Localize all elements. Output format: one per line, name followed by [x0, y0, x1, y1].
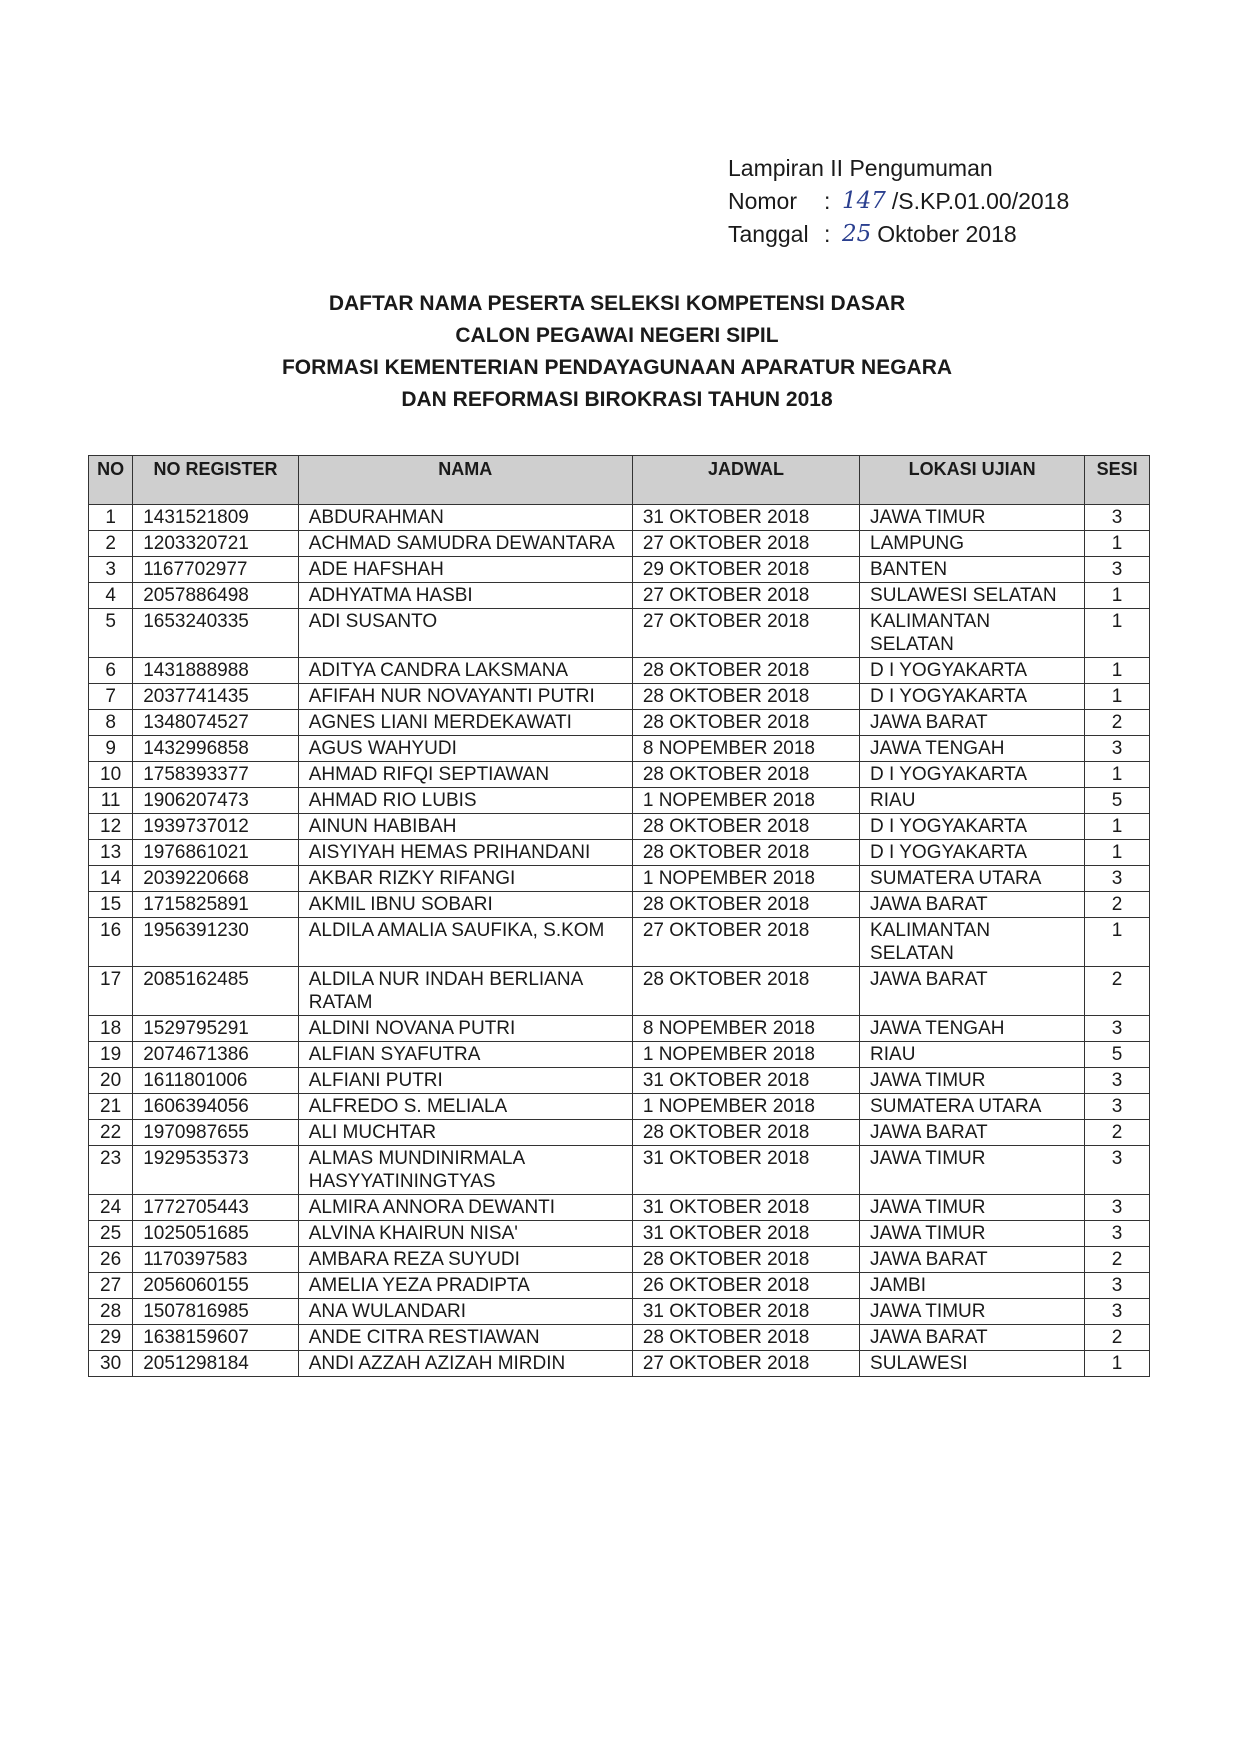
cell-no: 8: [89, 710, 133, 736]
cell-no-register: 2056060155: [133, 1273, 299, 1299]
cell-lokasi-ujian: D I YOGYAKARTA: [860, 762, 1085, 788]
attachment-label: Lampiran II Pengumuman: [728, 155, 993, 181]
cell-no-register: 1929535373: [133, 1146, 299, 1195]
cell-lokasi-ujian: JAWA BARAT: [860, 1247, 1085, 1273]
cell-sesi: 1: [1085, 814, 1150, 840]
cell-nama: ALFIANI PUTRI: [298, 1068, 632, 1094]
cell-jadwal: 28 OKTOBER 2018: [632, 762, 859, 788]
cell-sesi: 3: [1085, 1221, 1150, 1247]
cell-jadwal: 27 OKTOBER 2018: [632, 918, 859, 967]
cell-no-register: 1348074527: [133, 710, 299, 736]
table-row: [89, 1221, 1150, 1247]
cell-sesi: 1: [1085, 762, 1150, 788]
table-row: [89, 1299, 1150, 1325]
cell-nama: AKBAR RIZKY RIFANGI: [298, 866, 632, 892]
tanggal-handwritten: 25: [842, 221, 872, 247]
cell-nama: ALMAS MUNDINIRMALA HASYYATININGTYAS: [298, 1146, 632, 1195]
cell-no-register: 1970987655: [133, 1120, 299, 1146]
nomor-colon: :: [824, 188, 831, 214]
table-body: [89, 505, 1150, 1377]
table-row: [89, 1195, 1150, 1221]
cell-lokasi-ujian: JAWA BARAT: [860, 967, 1085, 1016]
cell-no: 6: [89, 658, 133, 684]
table-row: [89, 762, 1150, 788]
cell-no-register: 1956391230: [133, 918, 299, 967]
cell-sesi: 1: [1085, 583, 1150, 609]
table-row: [89, 788, 1150, 814]
cell-no: 4: [89, 583, 133, 609]
cell-no: 3: [89, 557, 133, 583]
table-row: [89, 736, 1150, 762]
cell-no-register: 1638159607: [133, 1325, 299, 1351]
cell-sesi: 2: [1085, 1325, 1150, 1351]
cell-jadwal: 28 OKTOBER 2018: [632, 967, 859, 1016]
cell-no: 29: [89, 1325, 133, 1351]
cell-jadwal: 28 OKTOBER 2018: [632, 1120, 859, 1146]
cell-sesi: 1: [1085, 1351, 1150, 1377]
cell-sesi: 3: [1085, 557, 1150, 583]
table-row: [89, 892, 1150, 918]
cell-sesi: 1: [1085, 840, 1150, 866]
tanggal-line: [728, 218, 1069, 251]
cell-no: 13: [89, 840, 133, 866]
title-line-3: FORMASI KEMENTERIAN PENDAYAGUNAAN APARATUR NEGARA: [281, 356, 953, 379]
cell-no: 12: [89, 814, 133, 840]
cell-no-register: 1529795291: [133, 1016, 299, 1042]
cell-no: 27: [89, 1273, 133, 1299]
cell-jadwal: 8 NOPEMBER 2018: [632, 1016, 859, 1042]
cell-sesi: 2: [1085, 892, 1150, 918]
cell-nama: ANDE CITRA RESTIAWAN: [298, 1325, 632, 1351]
cell-nama: ALFREDO S. MELIALA: [298, 1094, 632, 1120]
cell-nama: AFIFAH NUR NOVAYANTI PUTRI: [298, 684, 632, 710]
table-row: [89, 1094, 1150, 1120]
cell-nama: AMELIA YEZA PRADIPTA: [298, 1273, 632, 1299]
cell-sesi: 3: [1085, 1094, 1150, 1120]
cell-no: 23: [89, 1146, 133, 1195]
cell-jadwal: 28 OKTOBER 2018: [632, 814, 859, 840]
table-row: [89, 531, 1150, 557]
cell-no: 22: [89, 1120, 133, 1146]
table-row: [89, 840, 1150, 866]
cell-no-register: 2037741435: [133, 684, 299, 710]
table-row: [89, 1016, 1150, 1042]
title-line-1: DAFTAR NAMA PESERTA SELEKSI KOMPETENSI DASAR: [328, 292, 906, 315]
cell-no-register: 2057886498: [133, 583, 299, 609]
cell-no-register: 1432996858: [133, 736, 299, 762]
cell-no-register: 1906207473: [133, 788, 299, 814]
cell-no-register: 2051298184: [133, 1351, 299, 1377]
cell-no-register: 1025051685: [133, 1221, 299, 1247]
cell-nama: AHMAD RIO LUBIS: [298, 788, 632, 814]
table-row: [89, 814, 1150, 840]
cell-lokasi-ujian: D I YOGYAKARTA: [860, 840, 1085, 866]
cell-no: 15: [89, 892, 133, 918]
nomor-value: /S.KP.01.00/2018: [891, 188, 1070, 214]
cell-no: 10: [89, 762, 133, 788]
cell-nama: ALMIRA ANNORA DEWANTI: [298, 1195, 632, 1221]
cell-no-register: 1715825891: [133, 892, 299, 918]
table-row: [89, 967, 1150, 1016]
cell-no-register: 1758393377: [133, 762, 299, 788]
header-no-register: NO REGISTER: [133, 456, 299, 505]
cell-sesi: 3: [1085, 1195, 1150, 1221]
cell-jadwal: 28 OKTOBER 2018: [632, 684, 859, 710]
cell-jadwal: 31 OKTOBER 2018: [632, 505, 859, 531]
cell-sesi: 2: [1085, 710, 1150, 736]
tanggal-colon: :: [824, 221, 831, 247]
nomor-handwritten: 147: [842, 188, 886, 214]
cell-nama: AHMAD RIFQI SEPTIAWAN: [298, 762, 632, 788]
participant-table: [88, 455, 1150, 1377]
cell-no-register: 1170397583: [133, 1247, 299, 1273]
cell-nama: ALI MUCHTAR: [298, 1120, 632, 1146]
cell-no-register: 1203320721: [133, 531, 299, 557]
cell-nama: ADI SUSANTO: [298, 609, 632, 658]
cell-jadwal: 27 OKTOBER 2018: [632, 583, 859, 609]
cell-lokasi-ujian: SUMATERA UTARA: [860, 866, 1085, 892]
attachment-line: [728, 152, 1069, 185]
cell-nama: AGUS WAHYUDI: [298, 736, 632, 762]
cell-lokasi-ujian: JAWA TIMUR: [860, 505, 1085, 531]
cell-sesi: 1: [1085, 684, 1150, 710]
table-header-row: [89, 456, 1150, 505]
cell-sesi: 3: [1085, 866, 1150, 892]
cell-nama: ANDI AZZAH AZIZAH MIRDIN: [298, 1351, 632, 1377]
cell-no-register: 1167702977: [133, 557, 299, 583]
cell-jadwal: 31 OKTOBER 2018: [632, 1299, 859, 1325]
reference-block: [728, 152, 1069, 251]
header-jadwal: JADWAL: [632, 456, 859, 505]
table-row: [89, 684, 1150, 710]
cell-sesi: 3: [1085, 1068, 1150, 1094]
cell-nama: ALFIAN SYAFUTRA: [298, 1042, 632, 1068]
tanggal-value: Oktober 2018: [877, 221, 1017, 247]
cell-sesi: 1: [1085, 658, 1150, 684]
cell-sesi: 1: [1085, 609, 1150, 658]
cell-no: 19: [89, 1042, 133, 1068]
cell-nama: AISYIYAH HEMAS PRIHANDANI: [298, 840, 632, 866]
document-title: [0, 288, 1234, 416]
cell-sesi: 3: [1085, 1273, 1150, 1299]
cell-no-register: 2039220668: [133, 866, 299, 892]
cell-jadwal: 8 NOPEMBER 2018: [632, 736, 859, 762]
cell-no-register: 1772705443: [133, 1195, 299, 1221]
cell-no-register: 1507816985: [133, 1299, 299, 1325]
cell-no: 1: [89, 505, 133, 531]
cell-lokasi-ujian: LAMPUNG: [860, 531, 1085, 557]
cell-jadwal: 28 OKTOBER 2018: [632, 1247, 859, 1273]
cell-nama: AMBARA REZA SUYUDI: [298, 1247, 632, 1273]
cell-nama: AKMIL IBNU SOBARI: [298, 892, 632, 918]
cell-nama: ALVINA KHAIRUN NISA': [298, 1221, 632, 1247]
cell-sesi: 3: [1085, 1016, 1150, 1042]
nomor-line: [728, 185, 1069, 218]
cell-lokasi-ujian: JAWA BARAT: [860, 1120, 1085, 1146]
cell-lokasi-ujian: JAWA TIMUR: [860, 1221, 1085, 1247]
cell-sesi: 3: [1085, 1146, 1150, 1195]
cell-no-register: 1611801006: [133, 1068, 299, 1094]
cell-nama: ADITYA CANDRA LAKSMANA: [298, 658, 632, 684]
cell-lokasi-ujian: SULAWESI: [860, 1351, 1085, 1377]
cell-lokasi-ujian: JAWA TENGAH: [860, 1016, 1085, 1042]
cell-jadwal: 28 OKTOBER 2018: [632, 892, 859, 918]
cell-no-register: 1976861021: [133, 840, 299, 866]
cell-lokasi-ujian: JAWA TIMUR: [860, 1068, 1085, 1094]
cell-sesi: 5: [1085, 1042, 1150, 1068]
cell-sesi: 3: [1085, 736, 1150, 762]
cell-jadwal: 27 OKTOBER 2018: [632, 531, 859, 557]
table-row: [89, 505, 1150, 531]
cell-jadwal: 31 OKTOBER 2018: [632, 1068, 859, 1094]
cell-nama: ALDILA NUR INDAH BERLIANA RATAM: [298, 967, 632, 1016]
cell-no-register: 1939737012: [133, 814, 299, 840]
cell-sesi: 5: [1085, 788, 1150, 814]
cell-lokasi-ujian: JAWA TENGAH: [860, 736, 1085, 762]
cell-sesi: 3: [1085, 505, 1150, 531]
header-sesi: SESI: [1085, 456, 1150, 505]
cell-sesi: 2: [1085, 1247, 1150, 1273]
cell-no-register: 2074671386: [133, 1042, 299, 1068]
table-row: [89, 1120, 1150, 1146]
cell-jadwal: 31 OKTOBER 2018: [632, 1195, 859, 1221]
cell-jadwal: 28 OKTOBER 2018: [632, 1325, 859, 1351]
table-row: [89, 609, 1150, 658]
cell-nama: ABDURAHMAN: [298, 505, 632, 531]
cell-no: 26: [89, 1247, 133, 1273]
cell-no: 21: [89, 1094, 133, 1120]
cell-lokasi-ujian: JAWA TIMUR: [860, 1146, 1085, 1195]
header-nama: NAMA: [298, 456, 632, 505]
nomor-label: Nomor: [728, 188, 798, 214]
table-row: [89, 583, 1150, 609]
cell-no: 28: [89, 1299, 133, 1325]
cell-nama: ADHYATMA HASBI: [298, 583, 632, 609]
cell-jadwal: 1 NOPEMBER 2018: [632, 1094, 859, 1120]
table-row: [89, 866, 1150, 892]
cell-jadwal: 27 OKTOBER 2018: [632, 609, 859, 658]
header-no: NO: [89, 456, 133, 505]
cell-no-register: 1653240335: [133, 609, 299, 658]
cell-nama: ANA WULANDARI: [298, 1299, 632, 1325]
cell-no-register: 1431888988: [133, 658, 299, 684]
cell-no: 20: [89, 1068, 133, 1094]
table-row: [89, 1042, 1150, 1068]
cell-lokasi-ujian: JAWA BARAT: [860, 892, 1085, 918]
cell-jadwal: 28 OKTOBER 2018: [632, 710, 859, 736]
cell-no: 2: [89, 531, 133, 557]
cell-no: 11: [89, 788, 133, 814]
cell-jadwal: 31 OKTOBER 2018: [632, 1221, 859, 1247]
cell-no: 16: [89, 918, 133, 967]
cell-jadwal: 27 OKTOBER 2018: [632, 1351, 859, 1377]
cell-no: 24: [89, 1195, 133, 1221]
cell-no: 7: [89, 684, 133, 710]
table-row: [89, 1273, 1150, 1299]
cell-sesi: 3: [1085, 1299, 1150, 1325]
cell-sesi: 2: [1085, 967, 1150, 1016]
cell-jadwal: 31 OKTOBER 2018: [632, 1146, 859, 1195]
cell-lokasi-ujian: JAWA BARAT: [860, 710, 1085, 736]
cell-lokasi-ujian: JAWA BARAT: [860, 1325, 1085, 1351]
cell-no-register: 1606394056: [133, 1094, 299, 1120]
cell-jadwal: 1 NOPEMBER 2018: [632, 1042, 859, 1068]
cell-lokasi-ujian: D I YOGYAKARTA: [860, 684, 1085, 710]
header-lokasi-ujian: LOKASI UJIAN: [860, 456, 1085, 505]
cell-lokasi-ujian: JAWA TIMUR: [860, 1195, 1085, 1221]
table-row: [89, 1351, 1150, 1377]
table-row: [89, 1068, 1150, 1094]
table-row: [89, 918, 1150, 967]
cell-nama: ADE HAFSHAH: [298, 557, 632, 583]
cell-no: 9: [89, 736, 133, 762]
cell-jadwal: 1 NOPEMBER 2018: [632, 866, 859, 892]
tanggal-label: Tanggal: [728, 221, 809, 247]
cell-nama: AINUN HABIBAH: [298, 814, 632, 840]
cell-no-register: 2085162485: [133, 967, 299, 1016]
cell-lokasi-ujian: SUMATERA UTARA: [860, 1094, 1085, 1120]
cell-lokasi-ujian: D I YOGYAKARTA: [860, 814, 1085, 840]
cell-lokasi-ujian: JAWA TIMUR: [860, 1299, 1085, 1325]
table-row: [89, 710, 1150, 736]
cell-jadwal: 28 OKTOBER 2018: [632, 658, 859, 684]
cell-no: 30: [89, 1351, 133, 1377]
cell-jadwal: 29 OKTOBER 2018: [632, 557, 859, 583]
cell-lokasi-ujian: JAMBI: [860, 1273, 1085, 1299]
cell-lokasi-ujian: KALIMANTAN SELATAN: [860, 918, 1085, 967]
table-row: [89, 658, 1150, 684]
cell-lokasi-ujian: D I YOGYAKARTA: [860, 658, 1085, 684]
cell-sesi: 1: [1085, 918, 1150, 967]
cell-jadwal: 28 OKTOBER 2018: [632, 840, 859, 866]
table-row: [89, 557, 1150, 583]
cell-no: 5: [89, 609, 133, 658]
title-line-4: DAN REFORMASI BIROKRASI TAHUN 2018: [401, 388, 833, 411]
cell-sesi: 2: [1085, 1120, 1150, 1146]
cell-no: 18: [89, 1016, 133, 1042]
cell-nama: ACHMAD SAMUDRA DEWANTARA: [298, 531, 632, 557]
cell-lokasi-ujian: KALIMANTAN SELATAN: [860, 609, 1085, 658]
table-row: [89, 1247, 1150, 1273]
title-line-2: CALON PEGAWAI NEGERI SIPIL: [455, 324, 779, 347]
cell-no: 25: [89, 1221, 133, 1247]
table-row: [89, 1146, 1150, 1195]
cell-lokasi-ujian: RIAU: [860, 788, 1085, 814]
cell-jadwal: 1 NOPEMBER 2018: [632, 788, 859, 814]
cell-no: 14: [89, 866, 133, 892]
cell-lokasi-ujian: SULAWESI SELATAN: [860, 583, 1085, 609]
cell-jadwal: 26 OKTOBER 2018: [632, 1273, 859, 1299]
cell-lokasi-ujian: BANTEN: [860, 557, 1085, 583]
cell-nama: ALDILA AMALIA SAUFIKA, S.KOM: [298, 918, 632, 967]
cell-no: 17: [89, 967, 133, 1016]
cell-nama: AGNES LIANI MERDEKAWATI: [298, 710, 632, 736]
cell-lokasi-ujian: RIAU: [860, 1042, 1085, 1068]
table-row: [89, 1325, 1150, 1351]
cell-nama: ALDINI NOVANA PUTRI: [298, 1016, 632, 1042]
cell-sesi: 1: [1085, 531, 1150, 557]
cell-no-register: 1431521809: [133, 505, 299, 531]
